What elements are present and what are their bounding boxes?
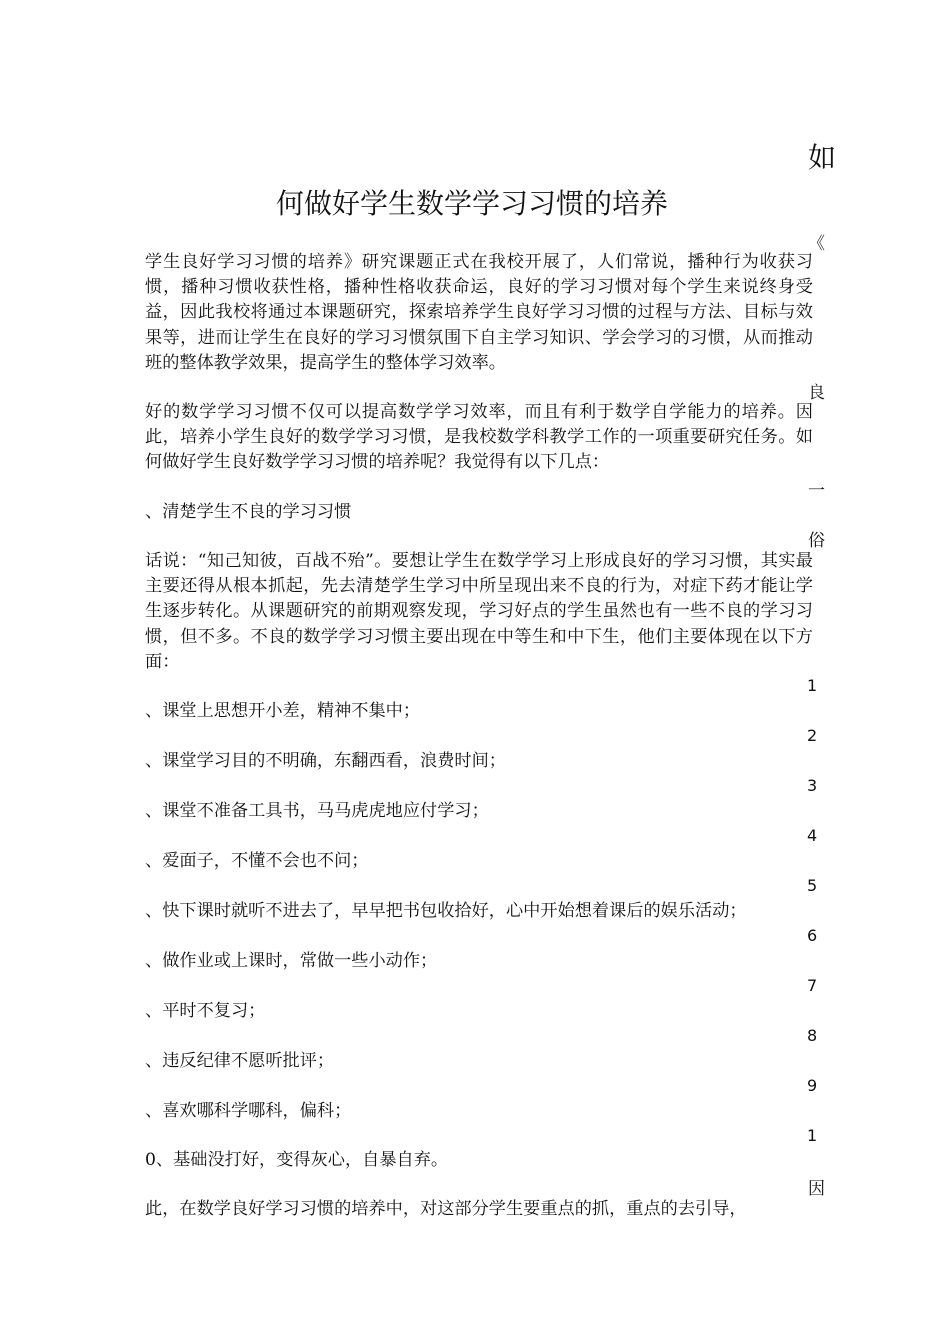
list-item-number: 1 xyxy=(807,676,818,695)
paragraph-intro: 学生良好学习习惯的培养》研究课题正式在我校开展了，人们常说，播种行为收获习惯，播种习惯收获性格，播种性格收获命运，良好的学习习惯对每个学生来说终身受益，因此我校将通过本课题研究，探索培养学生良好学习习惯的过程与方法、目标与效果等，进而让学生在良好的学习习惯氛围下自主学习知识、学会学习的习惯，从而推动班的整体教学效果，提高学生的整体学习效率。 xyxy=(145,252,813,373)
list-item-number: 8 xyxy=(807,1026,818,1045)
document-title: 何做好学生数学学习习惯的培养 xyxy=(276,187,669,220)
list-item-number: 3 xyxy=(807,776,818,795)
list-item-number: 9 xyxy=(807,1076,818,1095)
list-item-number: 1 xyxy=(807,1126,818,1145)
paragraph-conclusion: 此，在数学良好学习习惯的培养中，对这部分学生要重点的抓，重点的去引导， xyxy=(145,1199,747,1219)
list-item: 、快下课时就听不进去了，早早把书包收拾好，心中开始想着课后的娱乐活动； xyxy=(145,901,747,921)
list-item: 、违反纪律不愿听批评； xyxy=(145,1051,335,1071)
list-item: 、爱面子，不懂不会也不问； xyxy=(145,851,369,871)
list-item: 0、基础没打好，变得灰心，自暴自弃。 xyxy=(145,1150,449,1170)
list-item-number: 4 xyxy=(807,826,818,845)
title-first-char: 如 xyxy=(808,141,837,174)
margin-char-yi: 一 xyxy=(808,481,825,501)
list-item-number: 5 xyxy=(807,876,818,895)
section-heading-1: 、清楚学生不良的学习习惯 xyxy=(145,502,352,522)
list-item-number: 6 xyxy=(807,926,818,945)
list-item: 、课堂不准备工具书，马马虎虎地应付学习； xyxy=(145,801,489,821)
list-item: 、课堂上思想开小差，精神不集中； xyxy=(145,701,421,721)
margin-char-open-quote: 《 xyxy=(808,234,825,254)
list-item: 、喜欢哪科学哪科，偏科； xyxy=(145,1101,352,1121)
paragraph-purpose: 好的数学学习习惯不仅可以提高数学学习效率，而且有利于数学自学能力的培养。因此，培养小学生良好的数学学习习惯，是我校数学科教学工作的一项重要研究任务。如何做好学生良好数学学习习惯的培养呢？我觉得有以下几点： xyxy=(145,402,813,473)
margin-char-su: 俗 xyxy=(808,531,825,551)
list-item: 、课堂学习目的不明确，东翻西看，浪费时间； xyxy=(145,751,506,771)
list-item: 、做作业或上课时，常做一些小动作； xyxy=(145,951,438,971)
list-item-number: 2 xyxy=(807,726,818,745)
paragraph-habits: 话说：“知己知彼，百战不殆”。要想让学生在数学学习上形成良好的学习习惯，其实最主要还得从根本抓起，先去清楚学生学习中所呈现出来不良的行为，对症下药才能让学生逐步转化。从课题研究的前期观察发现，学习好点的学生虽然也有一些不良的学习习惯，但不多。不良的数学学习习惯主要出现在中等生和中下生，他们主要体现在以下方面： xyxy=(145,551,813,672)
margin-char-liang: 良 xyxy=(808,383,825,403)
margin-char-yin: 因 xyxy=(808,1179,825,1199)
list-item: 、平时不复习； xyxy=(145,1001,266,1021)
list-item-number: 7 xyxy=(807,976,818,995)
